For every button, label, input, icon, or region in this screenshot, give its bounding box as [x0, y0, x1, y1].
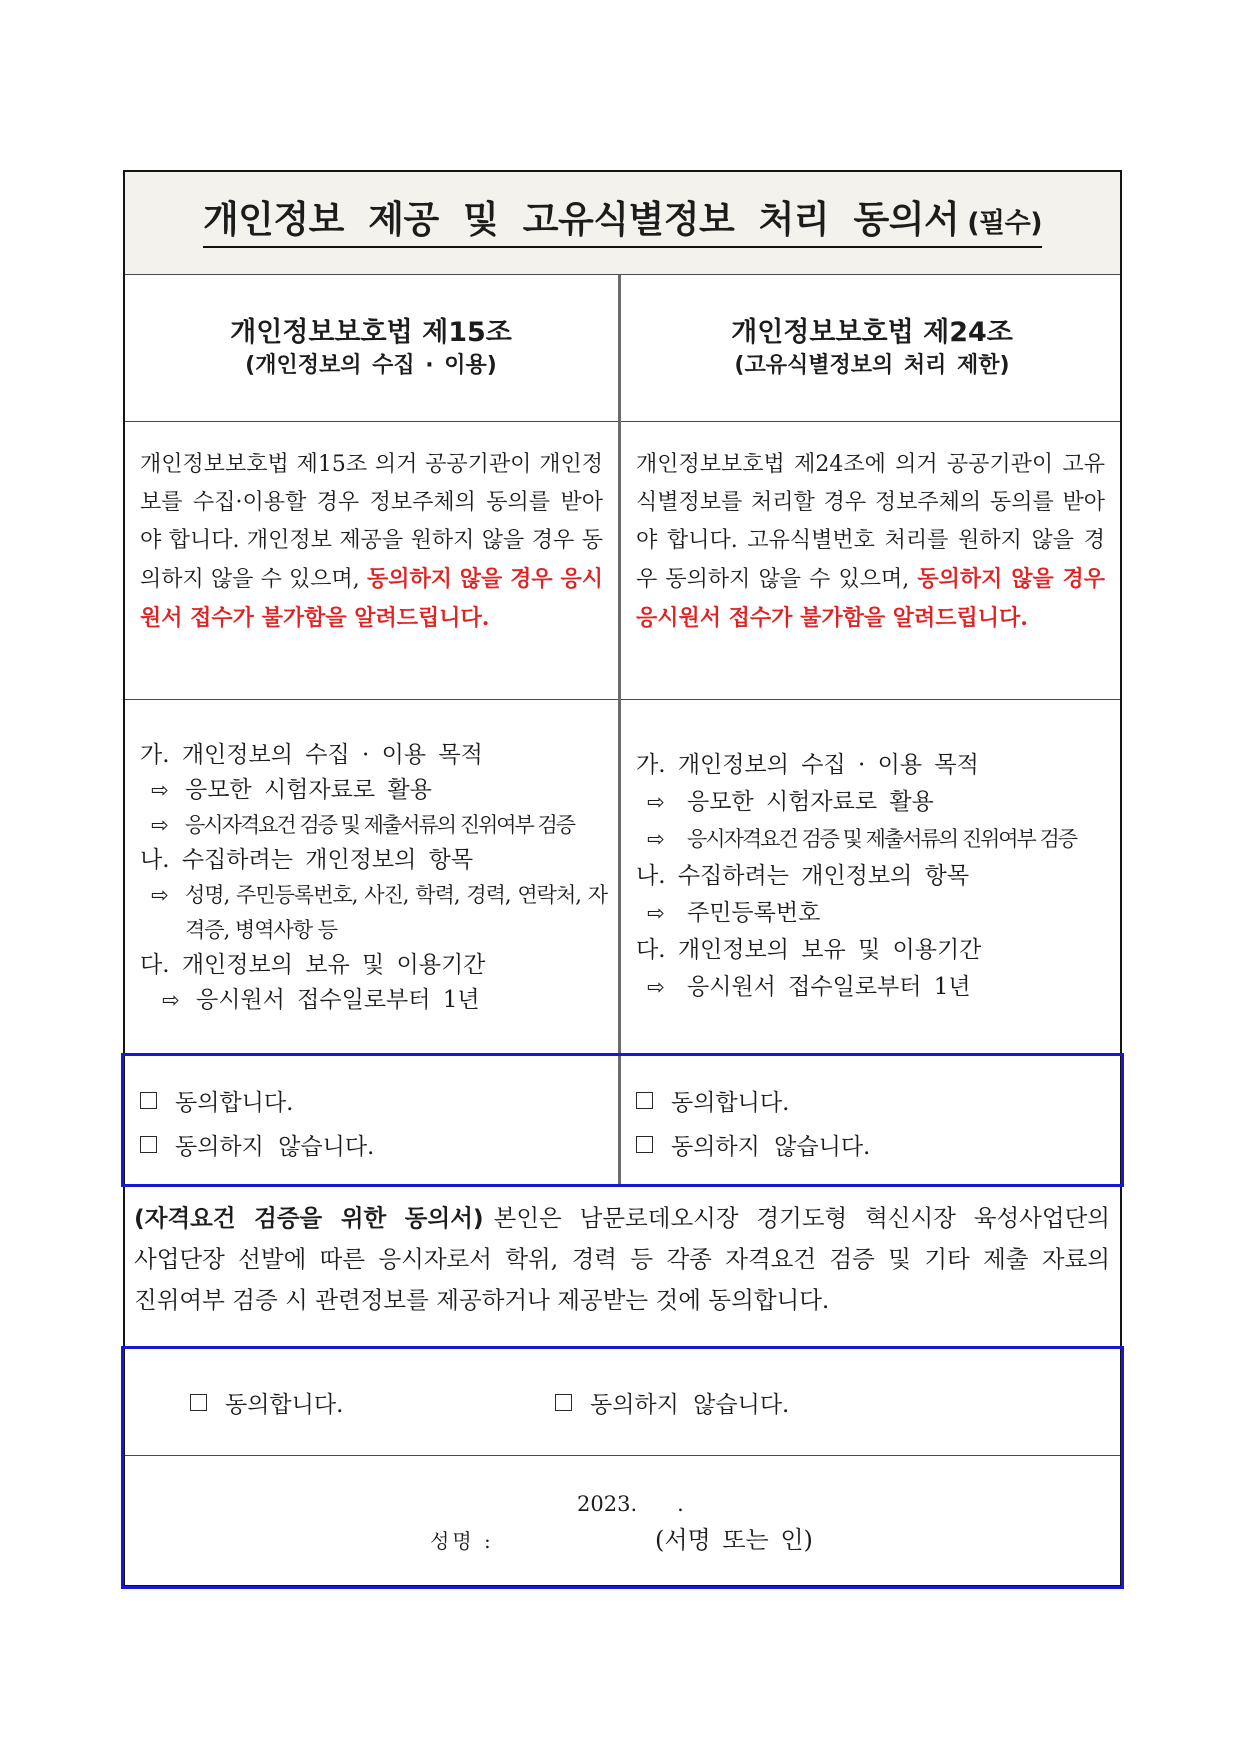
notice-right [622, 422, 1122, 700]
signature-hint: (서명 또는 인) [655, 1526, 813, 1554]
section-heading-purpose: 가. 개인정보의 수집 · 이용 목적 [636, 752, 979, 778]
notice-left [123, 422, 619, 700]
law-article-subtitle: (개인정보의 수집 · 이용) [245, 352, 497, 378]
consent-options-right [622, 1055, 1122, 1185]
required-note: (필수) [967, 207, 1043, 239]
divider-line [123, 274, 1122, 275]
list-item-text: 응시원서 접수일로부터 1년 [687, 974, 971, 1000]
section-heading-purpose: 가. 개인정보의 수집 · 이용 목적 [140, 742, 483, 768]
agree-option[interactable] [190, 1380, 343, 1424]
list-item [140, 808, 607, 843]
agree-option[interactable] [636, 1078, 1122, 1122]
arrow-right-icon [151, 878, 185, 913]
list-item-text: 응모한 시험자료로 활용 [687, 789, 934, 815]
list-item [636, 784, 1112, 821]
consent-form [123, 170, 1122, 1587]
warning-text: 동의하지 않을 경우 응시원서 접수가 불가함을 알려드립니다. [140, 566, 603, 631]
list-item-text: 성명, 주민등록번호, 사진, 학력, 경력, 연락처, 자격증, 병역사항 등 [185, 883, 607, 942]
list-item-text: 응모한 시험자료로 활용 [185, 777, 432, 803]
checkbox-icon[interactable] [555, 1394, 572, 1411]
divider-line [123, 421, 1122, 422]
law-article: 개인정보보호법 제15조 [230, 316, 512, 348]
agree-label: 동의합니다. [671, 1089, 790, 1116]
qualification-text: 본인은 남문로데오시장 경기도형 혁신시장 육성사업단의 사업단장 선발에 따른 응시자로서 학위, 경력 등 각종 자격요건 검증 및 기타 제출 자료의 진위여부 검증 시 관련정보를 제공하거나 제공받는 것에 동의합니다. [134, 1204, 1110, 1314]
arrow-right-icon [647, 784, 687, 821]
checkbox-icon[interactable] [636, 1092, 653, 1109]
signature-block [123, 1456, 1122, 1587]
list-item-text: 응시자격요건 검증 및 제출서류의 진위여부 검증 [185, 813, 575, 837]
warning-text: 동의하지 않을 경우 응시원서 접수가 불가함을 알려드립니다. [636, 566, 1105, 631]
divider-line [123, 1455, 1122, 1456]
qualification-statement [123, 1185, 1122, 1348]
consent-options-left [123, 1055, 619, 1185]
qualification-consent-options [123, 1348, 1122, 1456]
disagree-label: 동의하지 않습니다. [590, 1391, 790, 1418]
notice-paragraph [140, 446, 603, 638]
list-item [636, 969, 1112, 1006]
details-left [123, 700, 619, 1055]
list-item-text: 응시자격요건 검증 및 제출서류의 진위여부 검증 [687, 827, 1077, 851]
arrow-right-icon [647, 821, 687, 858]
arrow-right-icon [647, 895, 687, 932]
section-heading-items: 나. 수집하려는 개인정보의 항목 [636, 863, 970, 889]
disagree-label: 동의하지 않습니다. [175, 1133, 375, 1160]
list-item [140, 773, 607, 808]
checkbox-icon[interactable] [636, 1136, 653, 1153]
list-item-text: 응시원서 접수일로부터 1년 [196, 987, 480, 1013]
form-title [203, 198, 1042, 248]
list-item [636, 821, 1112, 858]
agree-label: 동의합니다. [225, 1391, 344, 1418]
date-field[interactable]: 2023. . [577, 1492, 684, 1516]
notice-text: 개인정보보호법 제15조 의거 공공기관이 개인정보를 수집·이용할 경우 정보주체의 동의를 받아야 합니다. 개인정보 제공을 원하지 않을 경우 동의하지 않을 수 있으며, [140, 452, 603, 592]
title-cell [123, 170, 1122, 275]
law-header-right [622, 275, 1122, 422]
divider-line [123, 699, 1122, 700]
section-heading-items: 나. 수집하려는 개인정보의 항목 [140, 847, 474, 873]
disagree-option[interactable] [636, 1122, 1122, 1166]
details-right [622, 700, 1122, 1055]
law-article: 개인정보보호법 제24조 [731, 316, 1013, 348]
notice-paragraph [636, 446, 1105, 638]
form-title-text: 개인정보 제공 및 고유식별정보 처리 동의서 [202, 197, 960, 241]
agree-label: 동의합니다. [175, 1089, 294, 1116]
name-label: 성명 : [430, 1529, 494, 1553]
list-item [140, 983, 607, 1018]
section-heading-retention: 다. 개인정보의 보유 및 이용기간 [140, 952, 486, 978]
checkbox-icon[interactable] [140, 1092, 157, 1109]
disagree-option[interactable] [140, 1122, 619, 1166]
law-header-left [123, 275, 619, 422]
list-item [140, 878, 607, 948]
notice-text: 개인정보보호법 제24조에 의거 공공기관이 고유식별정보를 처리할 경우 정보주체의 동의를 받아야 합니다. 고유식별번호 처리를 원하지 않을 경우 동의하지 않을 수 있으며, [636, 452, 1105, 592]
disagree-option[interactable] [555, 1380, 789, 1424]
arrow-right-icon [162, 983, 196, 1018]
qualification-heading: (자격요건 검증을 위한 동의서) [134, 1204, 484, 1232]
list-item [636, 895, 1112, 932]
list-item-text: 주민등록번호 [687, 900, 821, 926]
arrow-right-icon [151, 773, 185, 808]
checkbox-icon[interactable] [140, 1136, 157, 1153]
column-divider [618, 275, 621, 1185]
law-article-subtitle: (고유식별정보의 처리 제한) [734, 352, 1010, 378]
section-heading-retention: 다. 개인정보의 보유 및 이용기간 [636, 937, 982, 963]
disagree-label: 동의하지 않습니다. [671, 1133, 871, 1160]
agree-option[interactable] [140, 1078, 619, 1122]
checkbox-icon[interactable] [190, 1394, 207, 1411]
arrow-right-icon [151, 808, 185, 843]
arrow-right-icon [647, 969, 687, 1006]
